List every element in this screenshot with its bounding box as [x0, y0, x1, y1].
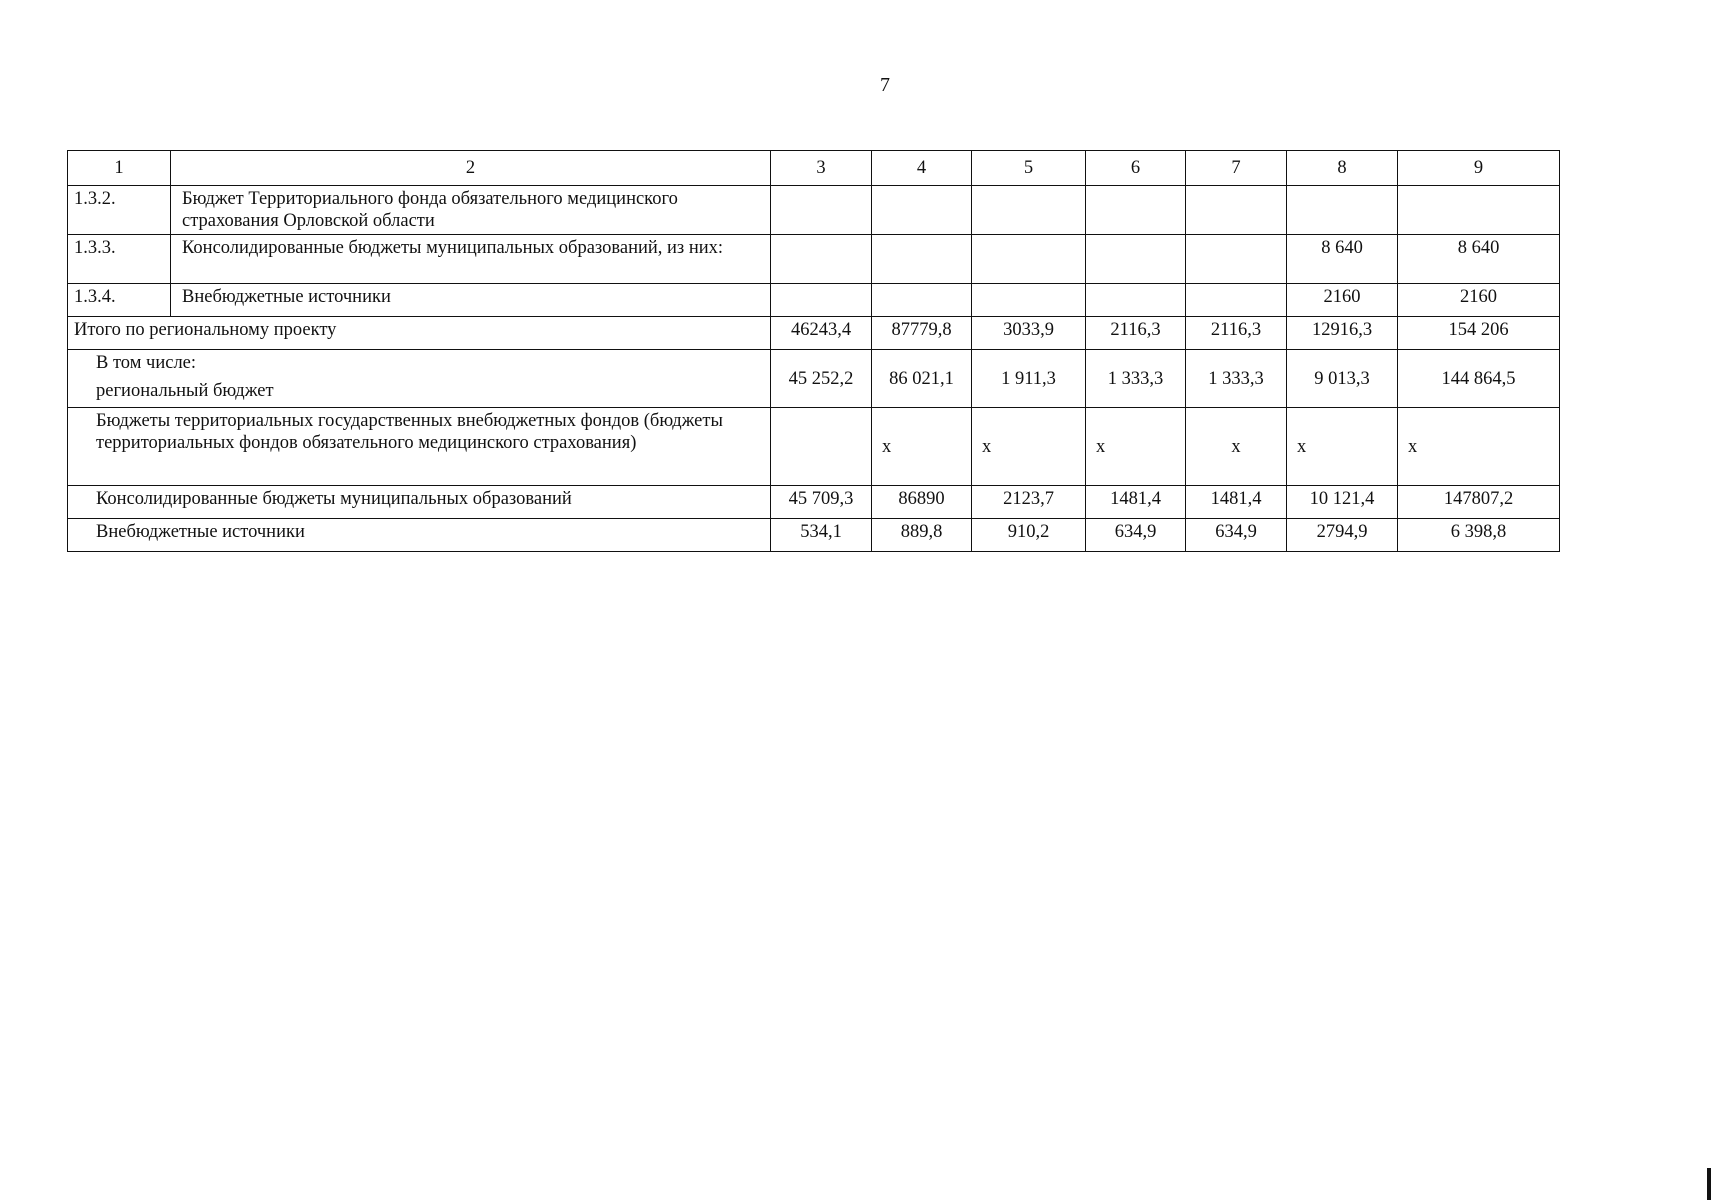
value-cell: [1186, 235, 1287, 284]
value-cell: x: [1287, 408, 1398, 486]
value-cell: [1086, 186, 1186, 235]
value-cell: [972, 235, 1086, 284]
budget-table: [67, 150, 1560, 552]
value-cell: 634,9: [1186, 519, 1287, 552]
municipal-row: [68, 486, 1560, 519]
total-label: Итого по региональному проекту: [68, 317, 771, 350]
value-cell: 889,8: [872, 519, 972, 552]
value-cell: 9 013,3: [1287, 350, 1398, 408]
value-cell: 3033,9: [972, 317, 1086, 350]
value-cell: 910,2: [972, 519, 1086, 552]
table-row: [68, 235, 1560, 284]
value-cell: 534,1: [771, 519, 872, 552]
value-cell: x: [972, 408, 1086, 486]
header-cell: 7: [1186, 151, 1287, 186]
row-label: Бюджет Территориального фонда обязательного медицинского страхования Орловской области: [171, 186, 771, 235]
including-heading: В том числе:: [96, 353, 197, 373]
value-cell: [771, 284, 872, 317]
header-cell: 9: [1398, 151, 1560, 186]
value-cell: 6 398,8: [1398, 519, 1560, 552]
value-cell: [1186, 186, 1287, 235]
header-cell: 4: [872, 151, 972, 186]
value-cell: 1 333,3: [1186, 350, 1287, 408]
value-cell: x: [1086, 408, 1186, 486]
value-cell: 10 121,4: [1287, 486, 1398, 519]
value-cell: 86890: [872, 486, 972, 519]
table-row: [68, 284, 1560, 317]
value-cell: [872, 235, 972, 284]
header-cell: 2: [171, 151, 771, 186]
value-cell: 8 640: [1398, 235, 1560, 284]
value-cell: 147807,2: [1398, 486, 1560, 519]
value-cell: x: [872, 408, 972, 486]
value-cell: [972, 186, 1086, 235]
regional-budget-label: региональный бюджет: [96, 381, 274, 401]
row-label: Внебюджетные источники: [171, 284, 771, 317]
value-cell: 634,9: [1086, 519, 1186, 552]
total-row: [68, 317, 1560, 350]
value-cell: 8 640: [1287, 235, 1398, 284]
value-cell: [771, 235, 872, 284]
value-cell: [1287, 186, 1398, 235]
row-label: Консолидированные бюджеты муниципальных образований, из них:: [171, 235, 771, 284]
value-cell: 12916,3: [1287, 317, 1398, 350]
table-header-row: [68, 151, 1560, 186]
funds-row: [68, 408, 1560, 486]
value-cell: 1481,4: [1186, 486, 1287, 519]
value-cell: 144 864,5: [1398, 350, 1560, 408]
value-cell: 2794,9: [1287, 519, 1398, 552]
value-cell: 86 021,1: [872, 350, 972, 408]
row-code: 1.3.4.: [68, 284, 171, 317]
value-cell: x: [1398, 408, 1560, 486]
funds-label: Бюджеты территориальных государственных внебюджетных фондов (бюджеты территориальных фондов обязательного медицинского страхования): [68, 408, 771, 486]
value-cell: 154 206: [1398, 317, 1560, 350]
value-cell: [1086, 284, 1186, 317]
header-cell: 8: [1287, 151, 1398, 186]
municipal-label: Консолидированные бюджеты муниципальных образований: [68, 486, 771, 519]
value-cell: 45 709,3: [771, 486, 872, 519]
value-cell: x: [1186, 408, 1287, 486]
value-cell: 2160: [1398, 284, 1560, 317]
value-cell: 2116,3: [1186, 317, 1287, 350]
extra-budget-label: Внебюджетные источники: [68, 519, 771, 552]
including-row: [68, 350, 1560, 408]
value-cell: [972, 284, 1086, 317]
value-cell: [872, 186, 972, 235]
value-cell: 2160: [1287, 284, 1398, 317]
extra-budget-row: [68, 519, 1560, 552]
value-cell: 2123,7: [972, 486, 1086, 519]
header-cell: 5: [972, 151, 1086, 186]
value-cell: [1186, 284, 1287, 317]
header-cell: 1: [68, 151, 171, 186]
value-cell: [1398, 186, 1560, 235]
table-row: [68, 186, 1560, 235]
value-cell: 1 911,3: [972, 350, 1086, 408]
value-cell: [872, 284, 972, 317]
value-cell: 2116,3: [1086, 317, 1186, 350]
value-cell: 1481,4: [1086, 486, 1186, 519]
value-cell: 45 252,2: [771, 350, 872, 408]
scan-edge-mark: [1707, 1168, 1711, 1200]
header-cell: 3: [771, 151, 872, 186]
value-cell: [771, 186, 872, 235]
header-cell: 6: [1086, 151, 1186, 186]
row-code: 1.3.2.: [68, 186, 171, 235]
value-cell: [771, 408, 872, 486]
value-cell: 87779,8: [872, 317, 972, 350]
value-cell: 1 333,3: [1086, 350, 1186, 408]
value-cell: [1086, 235, 1186, 284]
including-label: [68, 350, 771, 408]
page-number: 7: [880, 74, 890, 96]
value-cell: 46243,4: [771, 317, 872, 350]
row-code: 1.3.3.: [68, 235, 171, 284]
